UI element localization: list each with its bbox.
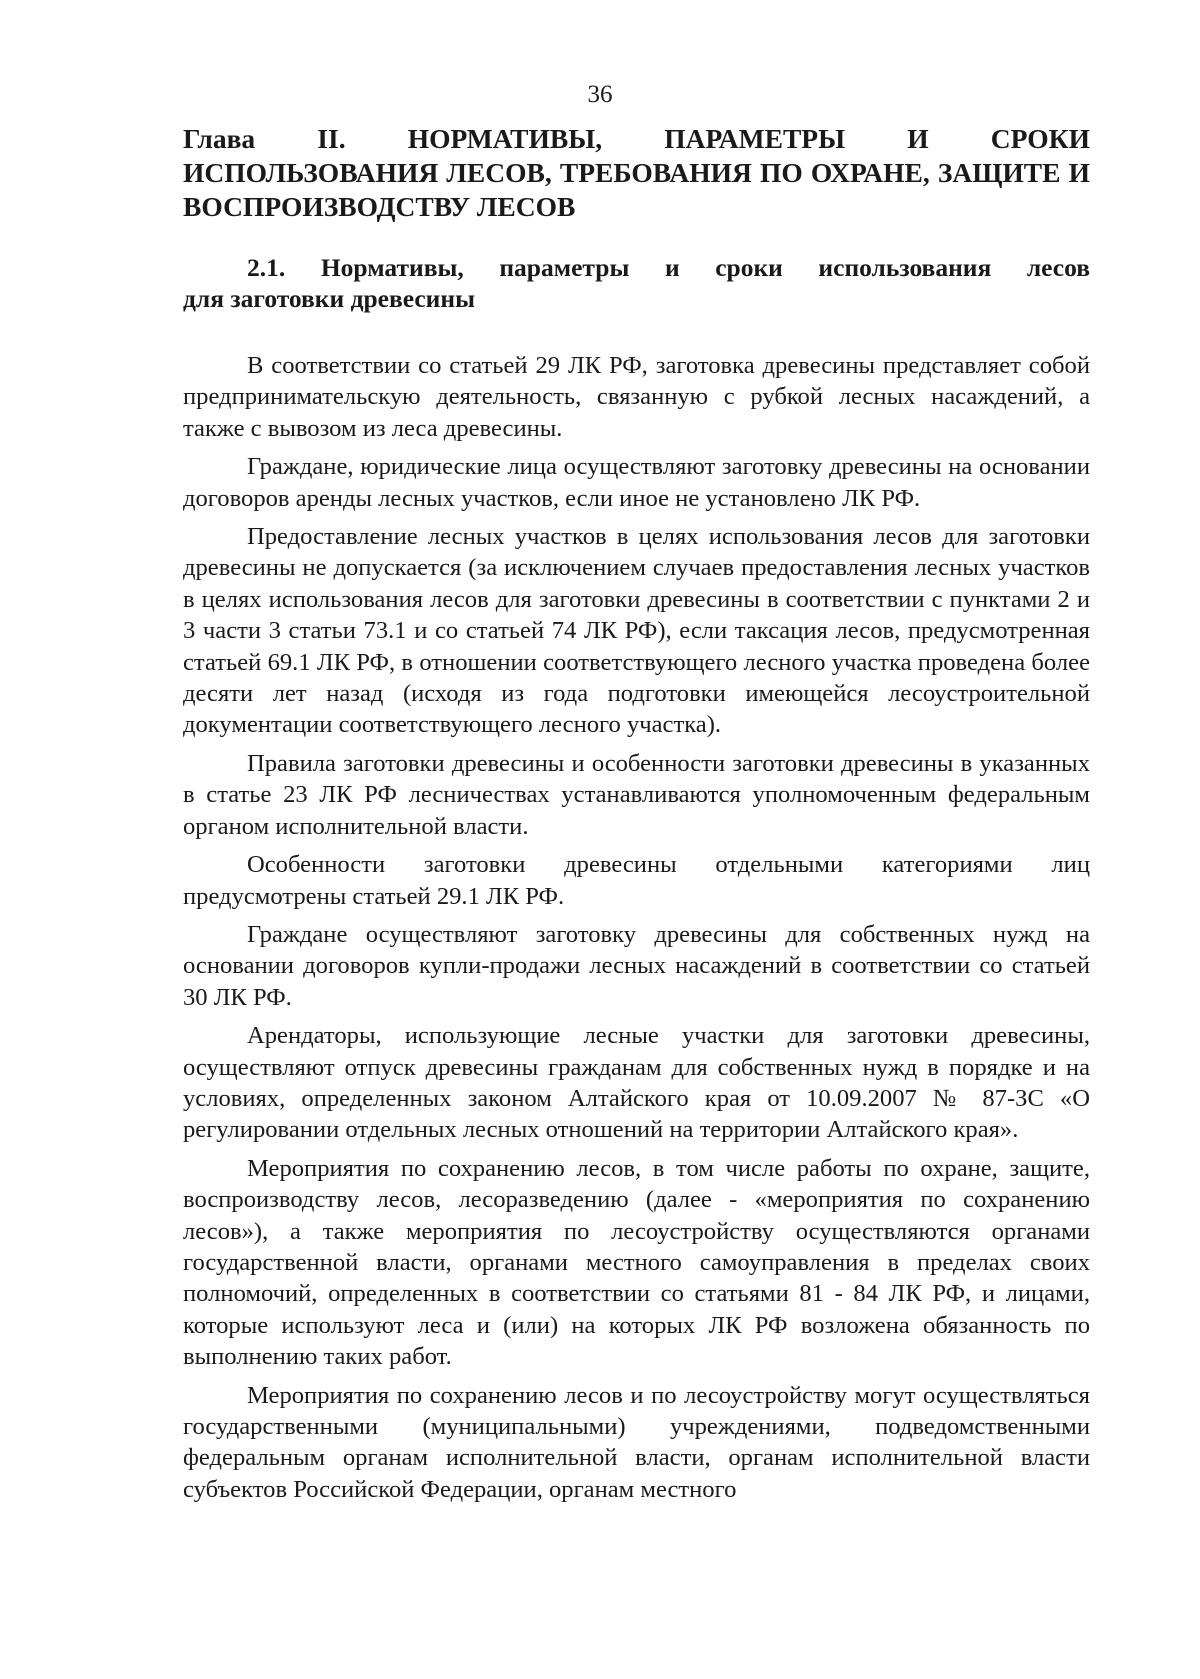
chapter-title-line: ИСПОЛЬЗОВАНИЯ ЛЕСОВ, ТРЕБОВАНИЯ ПО ОХРАНЕ, ЗАЩИТЕ И xyxy=(183,157,1090,188)
section-title-line: 2.1. Нормативы, параметры и сроки использования лесов xyxy=(247,253,1090,282)
paragraph: Предоставление лесных участков в целях использования лесов для заготовки древесины не допускается (за исключением случаев предоставления лесных участков в целях использования лесов для заготовки древесины в соответствии с пунктами 2 и 3 части 3 статьи 73.1 и со статьей 74 ЛК РФ), если таксация лесов, предусмотренная статьей 69.1 ЛК РФ, в отношении соответствующего лесного участка проведена более десяти лет назад (исходя из года подготовки имеющейся лесоустроительной документации соответствующего лесного участка). xyxy=(183,523,1090,739)
page-number: 36 xyxy=(587,81,613,108)
section-title xyxy=(183,252,1090,314)
paragraph: Мероприятия по сохранению лесов и по лесоустройству могут осуществляться государственными (муниципальными) учреждениями, подведомственными федеральным органам исполнительной власти, органам исполнительной власти субъектов Российской Федерации, органам местного xyxy=(183,1381,1090,1503)
body-text xyxy=(183,350,1090,1512)
paragraph: Граждане, юридические лица осуществляют заготовку древесины на основании договоров аренды лесных участков, если иное не установлено ЛК РФ. xyxy=(183,453,1090,512)
paragraph: Правила заготовки древесины и особенности заготовки древесины в указанных в статье 23 ЛК РФ лесничествах устанавливаются уполномоченным федеральным органом исполнительной власти. xyxy=(183,749,1090,840)
chapter-title xyxy=(183,122,1090,224)
paragraph: Арендаторы, использующие лесные участки для заготовки древесины, осуществляют отпуск древесины гражданам для собственных нужд в порядке и на условиях, определенных законом Алтайского края от 10.09.2007 № 87-ЗС «О регулировании отдельных лесных отношений на территории Алтайского края». xyxy=(183,1022,1090,1144)
section-title-line: для заготовки древесины xyxy=(183,284,475,313)
chapter-title-line: Глава II. НОРМАТИВЫ, ПАРАМЕТРЫ И СРОКИ xyxy=(183,123,1090,154)
paragraph: Граждане осуществляют заготовку древесины для собственных нужд на основании договоров купли-продажи лесных насаждений в соответствии со статьей 30 ЛК РФ. xyxy=(183,920,1090,1011)
paragraph: Мероприятия по сохранению лесов, в том числе работы по охране, защите, воспроизводству лесов, лесоразведению (далее - «мероприятия по сохранению лесов»), а также мероприятия по лесоустройству осуществляются органами государственной власти, органами местного самоуправления в пределах своих полномочий, определенных в соответствии со статьями 81 - 84 ЛК РФ, и лицами, которые используют леса и (или) на которых ЛК РФ возложена обязанность по выполнению таких работ. xyxy=(183,1154,1090,1371)
paragraph: В соответствии со статьей 29 ЛК РФ, заготовка древесины представляет собой предпринимательскую деятельность, связанную с рубкой лесных насаждений, а также с вывозом из леса древесины. xyxy=(183,352,1090,442)
chapter-title-line: ВОСПРОИЗВОДСТВУ ЛЕСОВ xyxy=(183,191,576,222)
paragraph: Особенности заготовки древесины отдельными категориями лиц предусмотрены статьей 29.1 ЛК РФ. xyxy=(183,851,1090,910)
